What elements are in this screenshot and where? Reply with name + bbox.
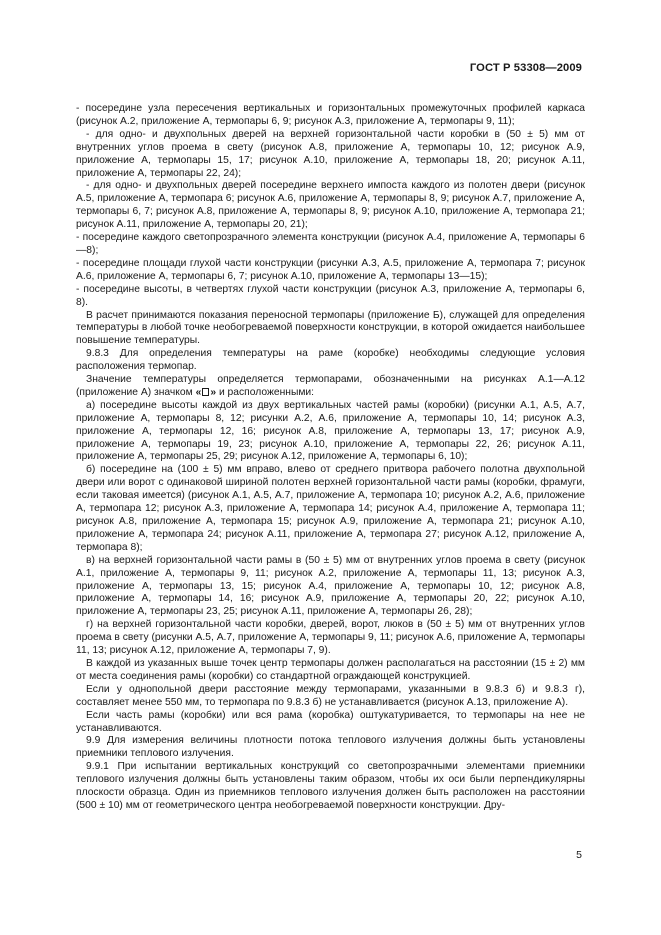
paragraph-bullet-5: - посередине площади глухой части конструкции (рисунки А.3, А.5, приложение А, термопара 7; рисунок А.6, приложение А, термопары 6, 7; рисунок А.10, приложение А, термопары 13—15); xyxy=(76,257,585,282)
paragraph-item-g: г) на верхней горизонтальной части коробки, дверей, ворот, люков в (50 ± 5) мм от внутренних углов проема в свету (рисунки А.5, А.7, приложение А, термопары 9, 11; рисунок А.6, приложение А, термопары 11, 13; рисунок А.12, приложение А, термопары 7, 9). xyxy=(76,619,585,657)
paragraph-portable-thermocouple: В расчет принимаются показания переносной термопары (приложение Б), служащей для определения температуры в любой точке необогреваемой поверхности конструкции, в которой ожидается наибольшее повышение температуры. xyxy=(76,309,585,347)
paragraph-plastered-frame: Если часть рамы (коробки) или вся рама (коробка) оштукатуривается, то термопары на нее не устанавливаются. xyxy=(76,709,585,734)
thermocouple-marker-icon xyxy=(202,388,209,396)
marker-intro-tail: и расположенными: xyxy=(218,386,315,398)
paragraph-9-9: 9.9 Для измерения величины плотности потока теплового излучения должны быть установлены приемники теплового излучения. xyxy=(76,735,585,760)
paragraph-9-8-3: 9.8.3 Для определения температуры на раме (коробке) необходимы следующие условия расположения термопар. xyxy=(76,348,585,373)
document-body xyxy=(76,103,585,813)
marker-intro-text: Значение температуры определяется термопарами, обозначенными на рисунках А.1—А.12 (приложение А) значком xyxy=(76,374,585,398)
paragraph-single-door: Если у однопольной двери расстояние между термопарами, указанными в 9.8.3 б) и 9.8.3 г), составляет менее 550 мм, то термопара по 9.8.3 б) не устанавливается (рисунок А.13, приложение А). xyxy=(76,683,585,708)
paragraph-bullet-6: - посередине высоты, в четвертях глухой части конструкции (рисунок А.3, приложение А, термопары 6, 8). xyxy=(76,283,585,308)
page-number: 5 xyxy=(576,849,582,861)
paragraph-item-v: в) на верхней горизонтальной части рамы в (50 ± 5) мм от внутренних углов проема в свету (рисунок А.1, приложение А, термопары 9, 11; рисунок А.2, приложение А, термопары 11, 13; рисунок А.3, приложение А, термопары 13, 15; рисунок А.4, приложение А, термопары 10, 12; рисунок А.8, приложение А, термопары 14, 16; рисунок А.9, приложение А, термопары 20, 22; рисунок А.10, приложение А, термопары 23, 25; рисунок А.11, приложение А, термопары 26, 28); xyxy=(76,554,585,618)
paragraph-bullet-1: - посередине узла пересечения вертикальных и горизонтальных промежуточных профилей каркаса (рисунок А.2, приложение А, термопары 6, 9; рисунок А.3, приложение А, термопары 9, 11); xyxy=(76,103,585,127)
paragraph-marker-intro xyxy=(76,374,585,400)
paragraph-9-9-1: 9.9.1 При испытании вертикальных конструкций со светопрозрачными элементами приемники теплового излучения должны быть установлены таким образом, чтобы их оси были перпендикулярны плоскости образца. Один из приемников теплового излучения должен быть расположен на расстоянии (500 ± 10) мм от геометрического центра необогреваемой поверхности конструкции. Дру- xyxy=(76,761,585,811)
paragraph-item-b: б) посередине на (100 ± 5) мм вправо, влево от среднего притвора рабочего полотна двухпольной двери или ворот с одинаковой шириной полотен верхней горизонтальной части рамы (коробки, фрамуги, если таковая имеется) (рисунок А.1, А.5, А.7, приложение А, термопара 10; рисунок А.2, А.6, приложение А, термопара 12; рисунок А.3, приложение А, термопара 14; рисунок А.4, приложение А, термопара 11; рисунок А.8, приложение А, термопара 15; рисунок А.9, приложение А, термопара 21; рисунок А.10, приложение А, термопара 24; рисунок А.11, приложение А, термопара 27; рисунок А.12, приложение А, термопара 8); xyxy=(76,464,585,553)
standard-header: ГОСТ Р 53308—2009 xyxy=(469,62,582,74)
marker-open-quote: « xyxy=(195,386,202,398)
paragraph-item-a: а) посередине высоты каждой из двух вертикальных частей рамы (коробки) (рисунки А.1, А.5, А.7, приложение А, термопары 8, 12; рисунки А.2, А.6, приложение А, термопары 10, 14; рисунок А.3, приложение А, термопары 12, 16; рисунок А.8, приложение А, термопары 13, 17; рисунок А.9, приложение А, термопары 19, 23; рисунок А.10, приложение А, термопары 22, 26; рисунок А.11, приложение А, термопары 25, 29; рисунок А.12, приложение А, термопары 6, 10); xyxy=(76,399,585,463)
paragraph-distance: В каждой из указанных выше точек центр термопары должен располагаться на расстоянии (15 ± 2) мм от места соединения рамы (коробки) со стандартной ограждающей конструкцией. xyxy=(76,657,585,682)
marker-close-quote: » xyxy=(210,386,217,398)
paragraph-bullet-4: - посередине каждого светопрозрачного элемента конструкции (рисунок А.4, приложение А, термопары 6—8); xyxy=(76,232,585,256)
paragraph-bullet-2: - для одно- и двухпольных дверей на верхней горизонтальной части коробки в (50 ± 5) мм от внутренних углов проема в свету (рисунок А.8, приложение А, термопары 10, 12; рисунок А.9, приложение А, термопары 15, 17; рисунок А.10, приложение А, термопары 18, 20; рисунок А.11, приложение А, термопары 22, 24); xyxy=(76,128,585,179)
paragraph-bullet-3: - для одно- и двухпольных дверей посередине верхнего импоста каждого из полотен двери (рисунок А.5, приложение А, термопара 6; рисунок А.6, приложение А, термопары 8, 9; рисунок А.7, приложение А, термопары 6, 7; рисунок А.8, приложение А, термопары 8, 9; рисунок А.10, приложение А, термопара 21; рисунок А.11, приложение А, термопары 20, 21); xyxy=(76,180,585,231)
